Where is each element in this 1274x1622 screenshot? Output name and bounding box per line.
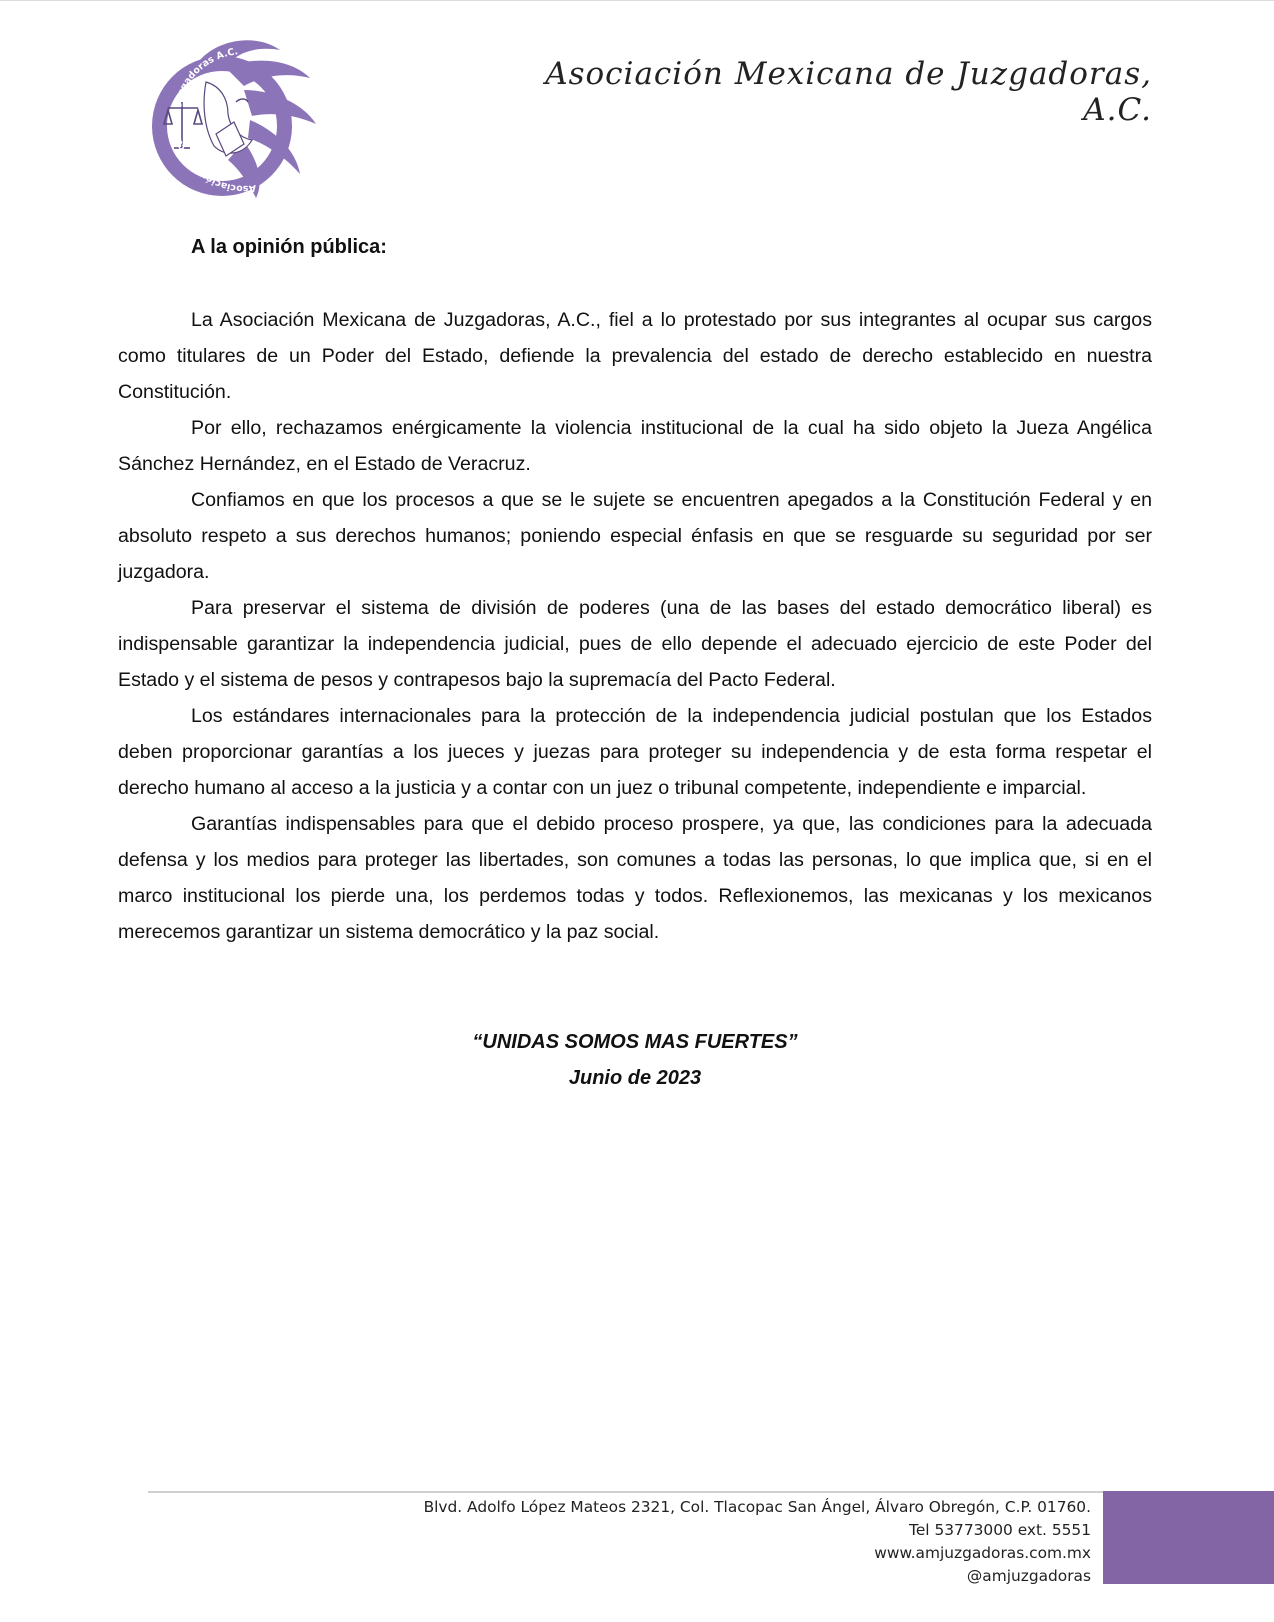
organization-title: Asociación Mexicana de Juzgadoras, A.C. [545, 56, 1152, 128]
footer-social-handle[interactable]: @amjuzgadoras [966, 1567, 1091, 1585]
footer-contact [380, 1496, 1091, 1588]
letter-body [118, 302, 1152, 950]
footer-phone: Tel 53773000 ext. 5551 [909, 1521, 1091, 1539]
footer-brand-block [1103, 1491, 1274, 1584]
footer-address: Blvd. Adolfo López Mateos 2321, Col. Tlacopac San Ángel, Álvaro Obregón, C.P. 01760. [423, 1498, 1091, 1516]
letter-paragraph: Confiamos en que los procesos a que se le sujete se encuentren apegados a la Constitución Federal y en absoluto respeto a sus derechos humanos; poniendo especial énfasis en que se resguarde su seguridad por ser juzgadora. [118, 489, 1152, 583]
footer-divider [148, 1491, 1103, 1493]
letter-paragraph: Por ello, rechazamos enérgicamente la violencia institucional de la cual ha sido objeto la Jueza Angélica Sánchez Hernández, en el Estado de Veracruz. [118, 417, 1152, 475]
letter-date: Junio de 2023 [568, 1067, 702, 1089]
letter-paragraph: Garantías indispensables para que el debido proceso prospere, ya que, las condiciones para la adecuada defensa y los medios para proteger las libertades, son comunes a todas las personas, lo que implica que, si en el marco institucional los pierde una, los perdemos todas y todos. Reflexionemos, las mexicanas y los mexicanos merecemos garantizar un sistema democrático y la paz social. [118, 813, 1152, 943]
footer-website[interactable]: www.amjuzgadoras.com.mx [874, 1544, 1091, 1562]
logo-ring-text: Asociación Mexicana de Juzgadoras A.C. [170, 46, 257, 194]
page-top-border [0, 0, 1274, 1]
letter-closing [118, 1024, 1152, 1096]
letter-paragraph: Los estándares internacionales para la protección de la independencia judicial postulan que los Estados deben proporcionar garantías a los jueces y juezas para proteger su independencia y de esta forma respetar el derecho humano al acceso a la justicia y a contar con un juez o tribunal competente, independiente e imparcial. [118, 705, 1152, 799]
letter-paragraph: La Asociación Mexicana de Juzgadoras, A.C., fiel a lo protestado por sus integrantes al ocupar sus cargos como titulares de un Poder del Estado, defiende la prevalencia del estado de derecho establecido en nuestra Constitución. [118, 309, 1152, 403]
motto: “UNIDAS SOMOS MAS FUERTES” [472, 1031, 798, 1053]
association-logo [140, 32, 318, 198]
letter-salutation: A la opinión pública: [191, 236, 387, 258]
letter-paragraph: Para preservar el sistema de división de poderes (una de las bases del estado democrático liberal) es indispensable garantizar la independencia judicial, pues de ello depende el adecuado ejercicio de este Poder del Estado y el sistema de pesos y contrapesos bajo la supremacía del Pacto Federal. [118, 597, 1152, 691]
